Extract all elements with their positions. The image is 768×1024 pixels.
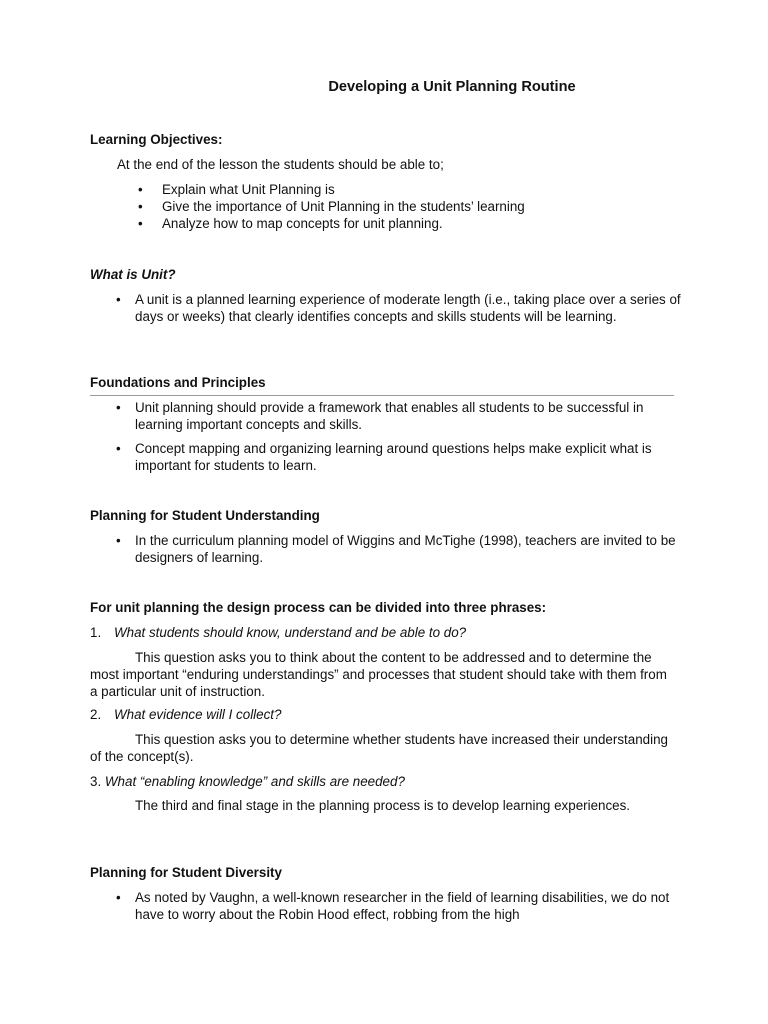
what-is-unit-list: [90, 291, 690, 325]
list-item: • In the curriculum planning model of Wiggins and McTighe (1998), teachers are invited to be designers of learning.: [90, 532, 690, 566]
phase-1-question: 1. What students should know, understand and be able to do?: [90, 625, 467, 640]
page-title: Developing a Unit Planning Routine: [328, 79, 576, 95]
section-divider: [90, 395, 674, 396]
diversity-heading: Planning for Student Diversity: [90, 865, 282, 880]
list-item: • A unit is a planned learning experience of moderate length (i.e., taking place over a series of days or weeks) that clearly identifies concepts and skills students will be learning.: [90, 291, 690, 325]
objectives-intro: At the end of the lesson the students should be able to;: [117, 157, 444, 172]
list-item: • Analyze how to map concepts for unit planning.: [138, 216, 443, 231]
phase-2-question: 2. What evidence will I collect?: [90, 707, 282, 722]
understanding-heading: Planning for Student Understanding: [90, 508, 320, 523]
objectives-list: [135, 181, 695, 232]
phase-2-text: This question asks you to determine whether students have increased their understanding of the concept(s).: [90, 732, 668, 764]
diversity-list: [90, 889, 690, 923]
phase-3-question: 3. What “enabling knowledge” and skills are needed?: [90, 774, 405, 789]
list-item: • Give the importance of Unit Planning in the students’ learning: [138, 199, 525, 214]
foundations-list: [90, 399, 690, 474]
foundations-heading: Foundations and Principles: [90, 375, 266, 390]
list-item: • As noted by Vaughn, a well-known researcher in the field of learning disabilities, we do not have to worry about the Robin Hood effect, robbing from the high: [90, 889, 690, 923]
design-process-heading: For unit planning the design process can be divided into three phrases:: [90, 600, 547, 615]
understanding-list: [90, 532, 690, 566]
what-is-unit-heading: What is Unit?: [90, 267, 176, 282]
list-item: • Unit planning should provide a framework that enables all students to be successful in learning important concepts and skills.: [90, 399, 690, 433]
phase-3-text: The third and final stage in the planning process is to develop learning experiences.: [135, 798, 631, 813]
phase-1-text: This question asks you to think about the content to be addressed and to determine the most important “enduring understandings” and processes that student should take with them from a particular unit of instruction.: [90, 650, 667, 699]
list-item: • Explain what Unit Planning is: [138, 182, 335, 197]
list-item: • Concept mapping and organizing learning around questions helps make explicit what is important for students to learn.: [90, 440, 690, 474]
objectives-heading: Learning Objectives:: [90, 132, 223, 147]
